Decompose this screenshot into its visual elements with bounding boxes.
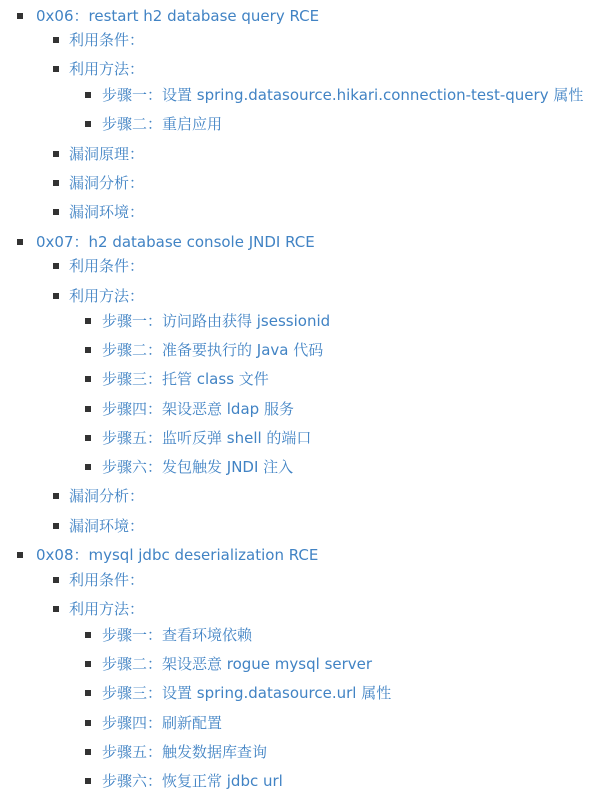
bullet-icon (85, 464, 91, 470)
toc-link-0x08[interactable]: 0x08：mysql jdbc deserialization RCE (36, 546, 319, 564)
bullet-icon (53, 209, 59, 215)
toc-link-0x06[interactable]: 0x06：restart h2 database query RCE (36, 7, 320, 25)
bullet-icon (53, 523, 59, 529)
bullet-icon (85, 435, 91, 441)
bullet-icon (85, 92, 91, 98)
bullet-icon (53, 151, 59, 157)
toc-link-analysis[interactable]: 漏洞分析： (69, 174, 145, 192)
bullet-icon (53, 66, 59, 72)
toc-link-step[interactable]: 步骤五：监听反弹 shell 的端口 (102, 429, 312, 447)
toc-link-conditions[interactable]: 利用条件： (69, 31, 145, 49)
bullet-icon (17, 239, 23, 245)
bullet-icon (85, 121, 91, 127)
bullet-icon (85, 749, 91, 755)
bullet-icon (85, 632, 91, 638)
bullet-icon (17, 552, 23, 558)
toc-link-0x07[interactable]: 0x07：h2 database console JNDI RCE (36, 233, 315, 251)
toc-link-step[interactable]: 步骤三：设置 spring.datasource.url 属性 (102, 684, 392, 702)
toc-link-step[interactable]: 步骤二：准备要执行的 Java 代码 (102, 341, 324, 359)
bullet-icon (85, 661, 91, 667)
toc-link-environment[interactable]: 漏洞环境： (69, 203, 145, 221)
bullet-icon (85, 347, 91, 353)
bullet-icon (85, 406, 91, 412)
toc-link-step[interactable]: 步骤五：触发数据库查询 (102, 743, 268, 761)
toc-link-conditions[interactable]: 利用条件： (69, 571, 145, 589)
toc-link-step[interactable]: 步骤一：设置 spring.datasource.hikari.connection-test-query 属性 (102, 86, 584, 104)
toc-link-conditions[interactable]: 利用条件： (69, 257, 145, 275)
bullet-icon (53, 180, 59, 186)
toc-link-step[interactable]: 步骤一：查看环境依赖 (102, 626, 253, 644)
bullet-icon (85, 376, 91, 382)
bullet-icon (85, 778, 91, 784)
bullet-icon (85, 318, 91, 324)
toc-link-step[interactable]: 步骤三：托管 class 文件 (102, 370, 269, 388)
toc-link-step[interactable]: 步骤四：架设恶意 ldap 服务 (102, 400, 294, 418)
bullet-icon (53, 37, 59, 43)
bullet-icon (53, 577, 59, 583)
bullet-icon (17, 13, 23, 19)
toc-link-step[interactable]: 步骤二：架设恶意 rogue mysql server (102, 655, 373, 673)
bullet-icon (53, 293, 59, 299)
toc-link-method[interactable]: 利用方法： (69, 287, 145, 305)
toc-link-step[interactable]: 步骤四：刷新配置 (102, 714, 223, 732)
toc-link-step[interactable]: 步骤一：访问路由获得 jsessionid (102, 312, 331, 330)
toc-link-step[interactable]: 步骤六：恢复正常 jdbc url (102, 772, 283, 790)
toc-link-principle[interactable]: 漏洞原理： (69, 145, 145, 163)
toc-link-step[interactable]: 步骤六：发包触发 JNDI 注入 (102, 458, 294, 476)
toc-link-method[interactable]: 利用方法： (69, 60, 145, 78)
toc-link-environment[interactable]: 漏洞环境： (69, 517, 145, 535)
bullet-icon (85, 690, 91, 696)
toc-link-step[interactable]: 步骤二：重启应用 (102, 115, 223, 133)
toc-link-analysis[interactable]: 漏洞分析： (69, 487, 145, 505)
bullet-icon (53, 493, 59, 499)
toc-link-method[interactable]: 利用方法： (69, 600, 145, 618)
bullet-icon (53, 263, 59, 269)
bullet-icon (85, 720, 91, 726)
bullet-icon (53, 606, 59, 612)
